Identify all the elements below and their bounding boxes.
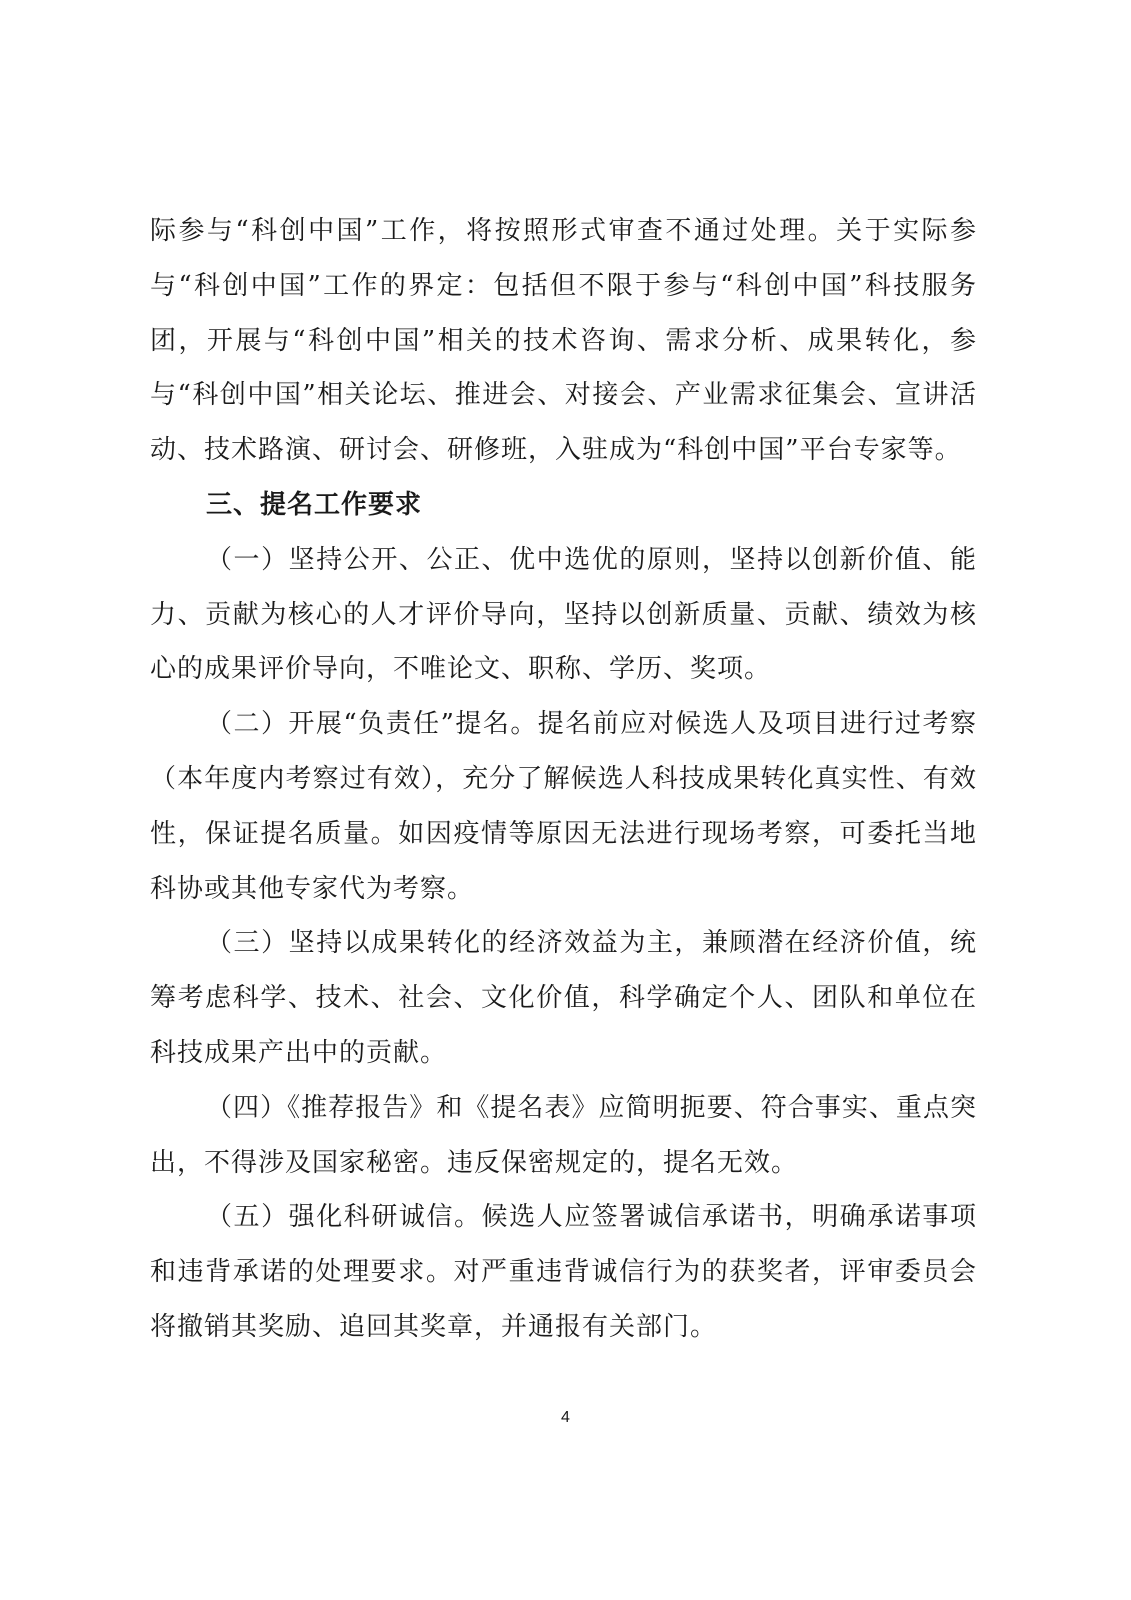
requirement-paragraph-2: （二）开展“负责任”提名。提名前应对候选人及项目进行过考察（本年度内考察过有效），充分了解候选人科技成果转化真实性、有效性，保证提名质量。如因疫情等原因无法进行现场考察，可委托当地科协或其他专家代为考察。 [150,709,977,904]
page-number: 4 [561,1409,570,1426]
requirement-paragraph-4: （四）《推荐报告》和《提名表》应简明扼要、符合事实、重点突出，不得涉及国家秘密。违反保密规定的，提名无效。 [150,1092,977,1178]
section-heading: 三、提名工作要求 [206,489,423,520]
requirement-paragraph-3: （三）坚持以成果转化的经济效益为主，兼顾潜在经济价值，统筹考虑科学、技术、社会、文化价值，科学确定个人、团队和单位在科技成果产出中的贡献。 [150,928,977,1068]
requirement-paragraph-5: （五）强化科研诚信。候选人应签署诚信承诺书，明确承诺事项和违背承诺的处理要求。对严重违背诚信行为的获奖者，评审委员会将撤销其奖励、追回其奖章，并通报有关部门。 [150,1202,977,1342]
requirement-paragraph-1: （一）坚持公开、公正、优中选优的原则，坚持以创新价值、能力、贡献为核心的人才评价导向，坚持以创新质量、贡献、绩效为核心的成果评价导向，不唯论文、职称、学历、奖项。 [150,544,977,685]
document-body [150,204,977,1355]
continuation-paragraph: 际参与“科创中国”工作，将按照形式审查不通过处理。关于实际参与“科创中国”工作的界定：包括但不限于参与“科创中国”科技服务团，开展与“科创中国”相关的技术咨询、需求分析、成果转化，参与“科创中国”相关论坛、推进会、对接会、产业需求征集会、宣讲活动、技术路演、研讨会、研修班，入驻成为“科创中国”平台专家等。 [150,216,977,466]
